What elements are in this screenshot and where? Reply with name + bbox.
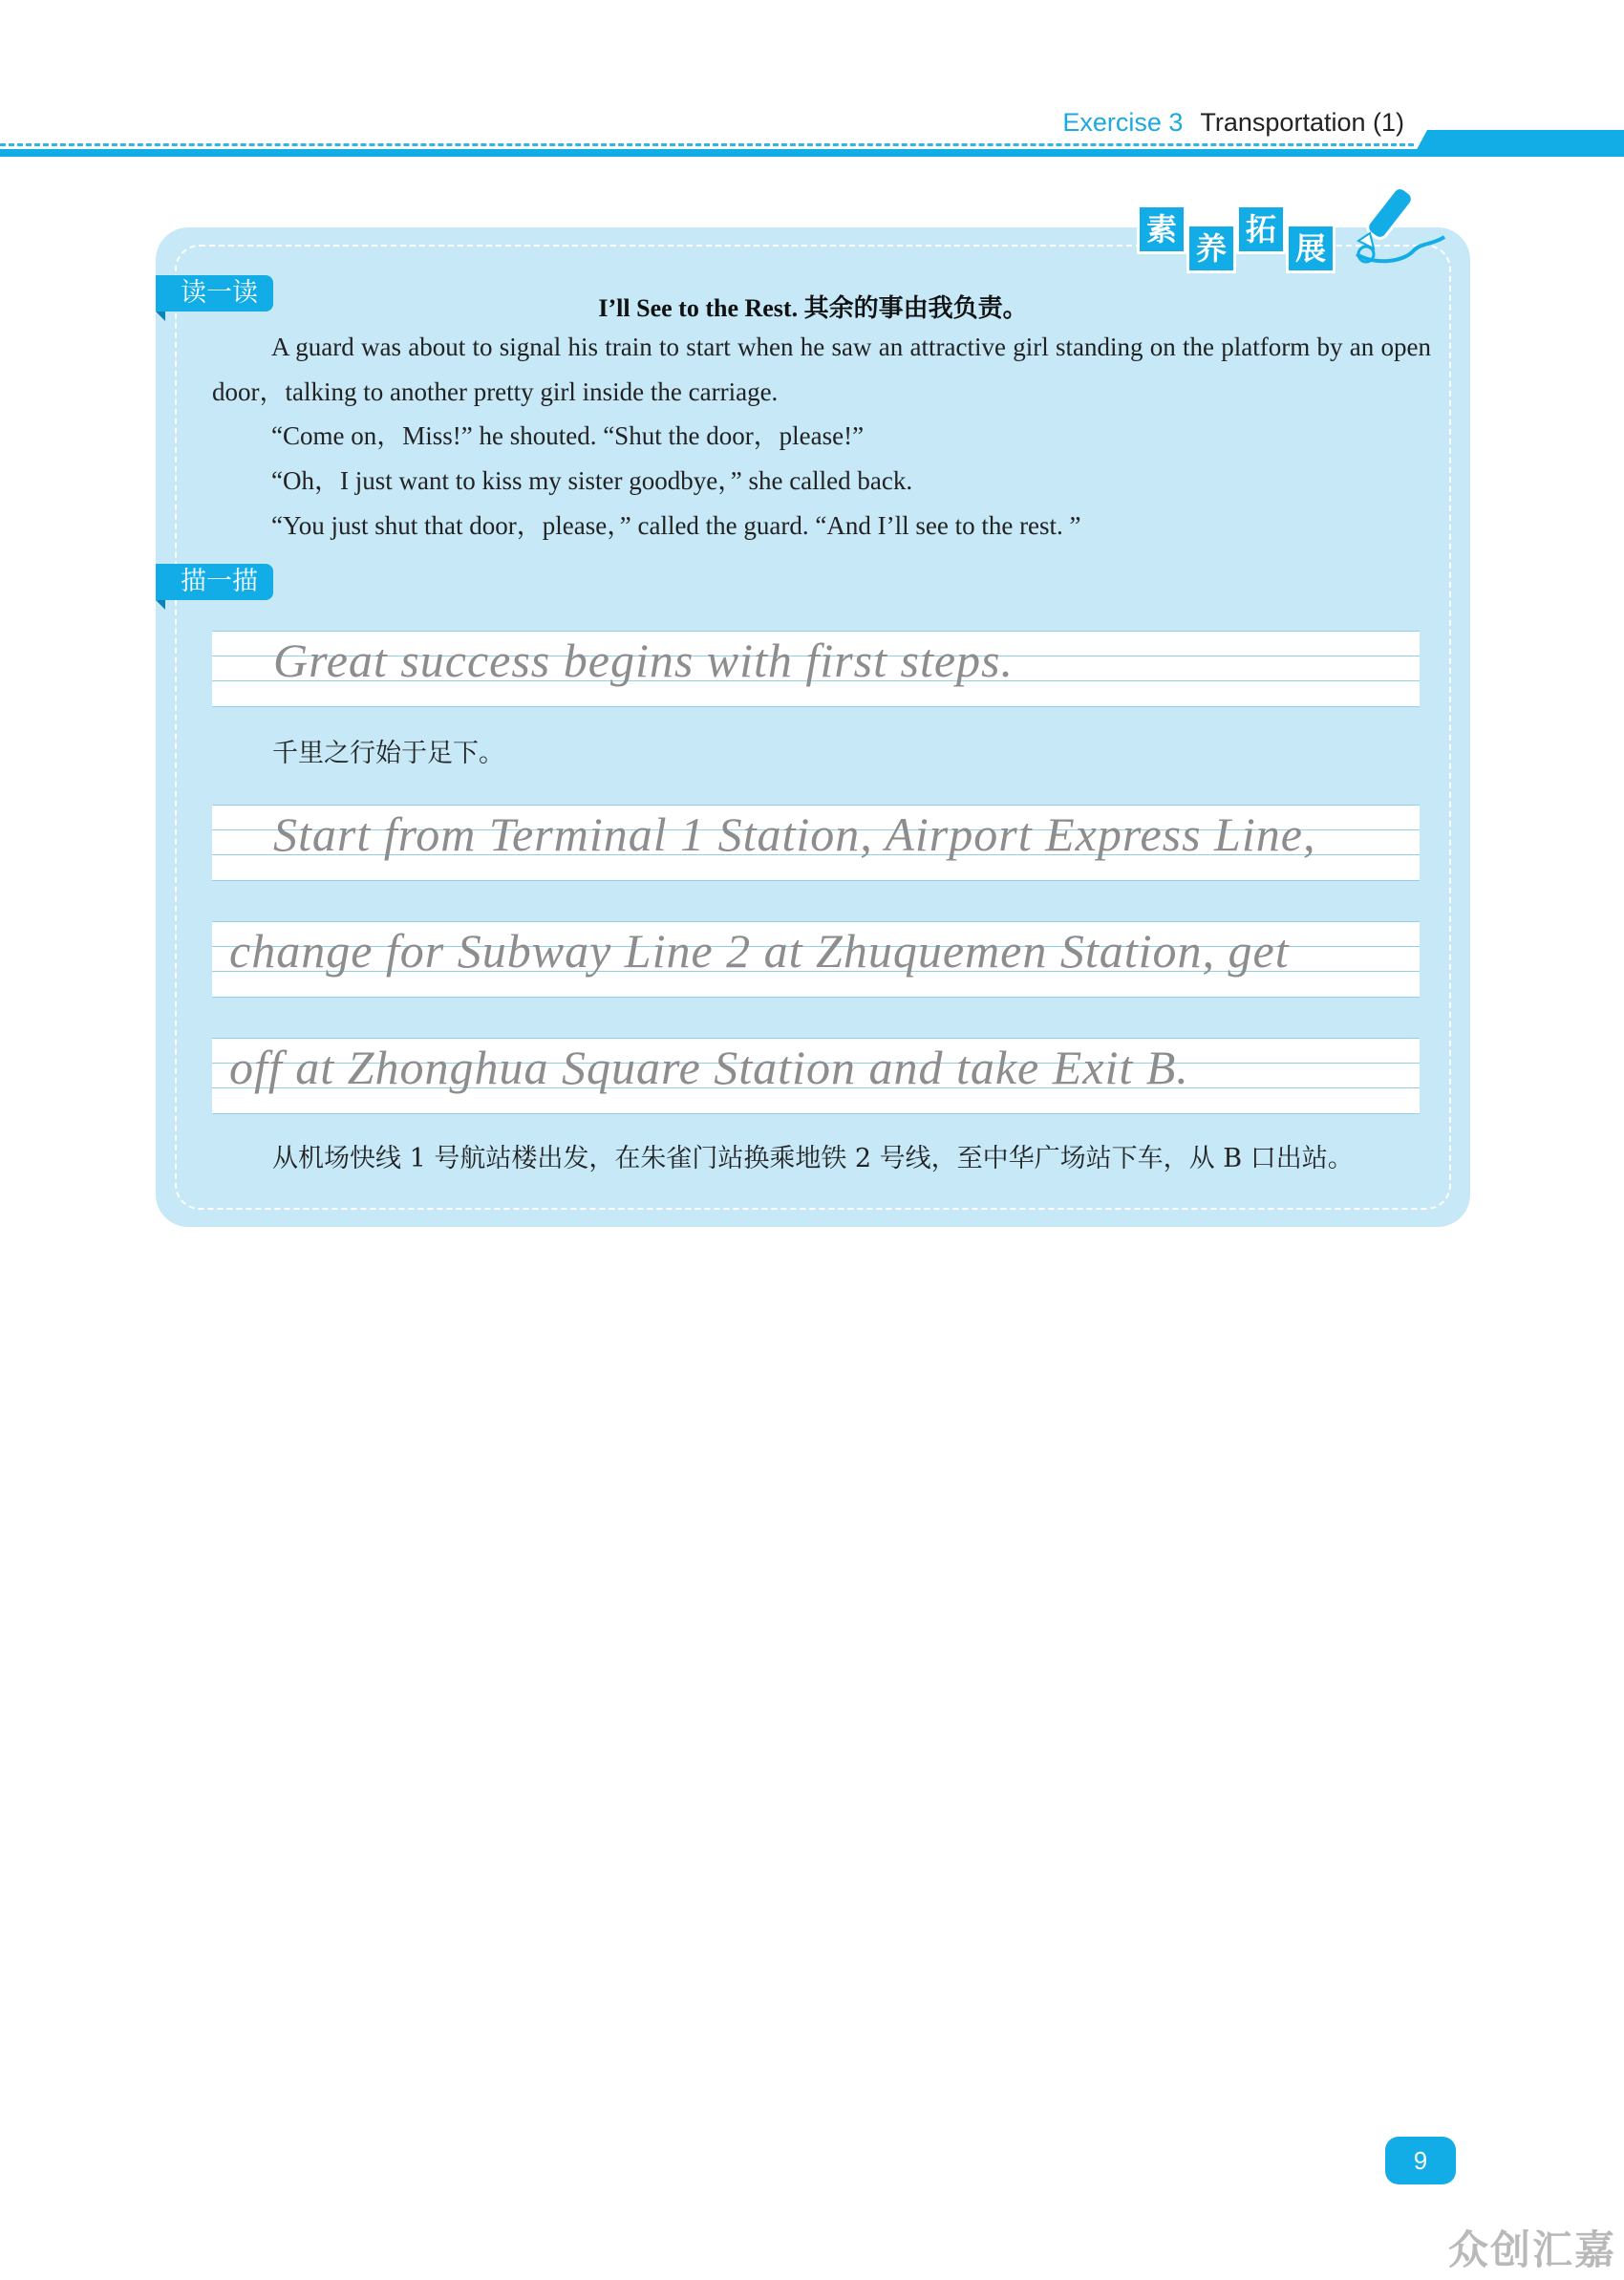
watermark-logo: 众创汇嘉 xyxy=(1447,2226,1616,2273)
tracing-line-2 xyxy=(212,805,1420,881)
tracing-line-3 xyxy=(212,921,1420,998)
trace-tag: 描一描 xyxy=(156,564,273,600)
pen-icon xyxy=(1337,178,1452,273)
story-paragraph-4 xyxy=(212,504,1431,548)
paragraph-4-text: “You just shut that door，please，” called the guard. “And I’ll see to the rest. ” xyxy=(271,511,1081,540)
badge-char-1: 素 xyxy=(1137,204,1186,254)
trace-translation-1: 千里之行始于足下。 xyxy=(272,739,504,768)
story-paragraph-3 xyxy=(212,459,1431,504)
trace-text-3: change for Subway Line 2 at Zhuquemen Station, get xyxy=(229,924,1290,978)
paragraph-1-text: A guard was about to signal his train to start when he saw an attractive girl standing on the platform by an open door，talking to another pretty girl inside the carriage. xyxy=(212,333,1431,406)
story-title: I’ll See to the Rest. 其余的事由我负责。 xyxy=(598,294,1028,322)
trace-text-4: off at Zhonghua Square Station and take Exit B. xyxy=(229,1041,1189,1094)
paragraph-3-text: “Oh，I just want to kiss my sister goodbye，” she called back. xyxy=(271,466,913,495)
paragraph-2-text: “Come on，Miss!” he shouted. “Shut the door，please!” xyxy=(271,421,865,450)
story-paragraph-2 xyxy=(212,414,1431,459)
badge-char-4: 展 xyxy=(1286,224,1336,273)
trace-translation-2: 从机场快线 1 号航站楼出发，在朱雀门站换乘地铁 2 号线，至中华广场站下车，从 B 口出站。 xyxy=(272,1144,1354,1173)
read-tag: 读一读 xyxy=(156,275,273,312)
header-solid-rule xyxy=(0,149,1624,157)
tracing-line-1 xyxy=(212,631,1420,707)
page-number: 9 xyxy=(1385,2137,1456,2184)
header-tab xyxy=(1414,130,1624,155)
badge-char-3: 拓 xyxy=(1236,204,1286,254)
trace-text-2: Start from Terminal 1 Station, Airport Express Line, xyxy=(273,807,1316,861)
running-head xyxy=(1062,108,1404,138)
story-paragraph-1 xyxy=(212,325,1431,415)
exercise-label: Exercise 3 xyxy=(1062,108,1184,137)
section-badge xyxy=(1137,189,1452,275)
topic-label: Transportation (1) xyxy=(1200,108,1404,137)
tracing-line-4 xyxy=(212,1038,1420,1114)
header-dashed-rule xyxy=(0,143,1414,146)
trace-text-1: Great success begins with first steps. xyxy=(273,634,1015,687)
page-header xyxy=(0,0,1624,162)
badge-char-2: 养 xyxy=(1186,224,1236,273)
